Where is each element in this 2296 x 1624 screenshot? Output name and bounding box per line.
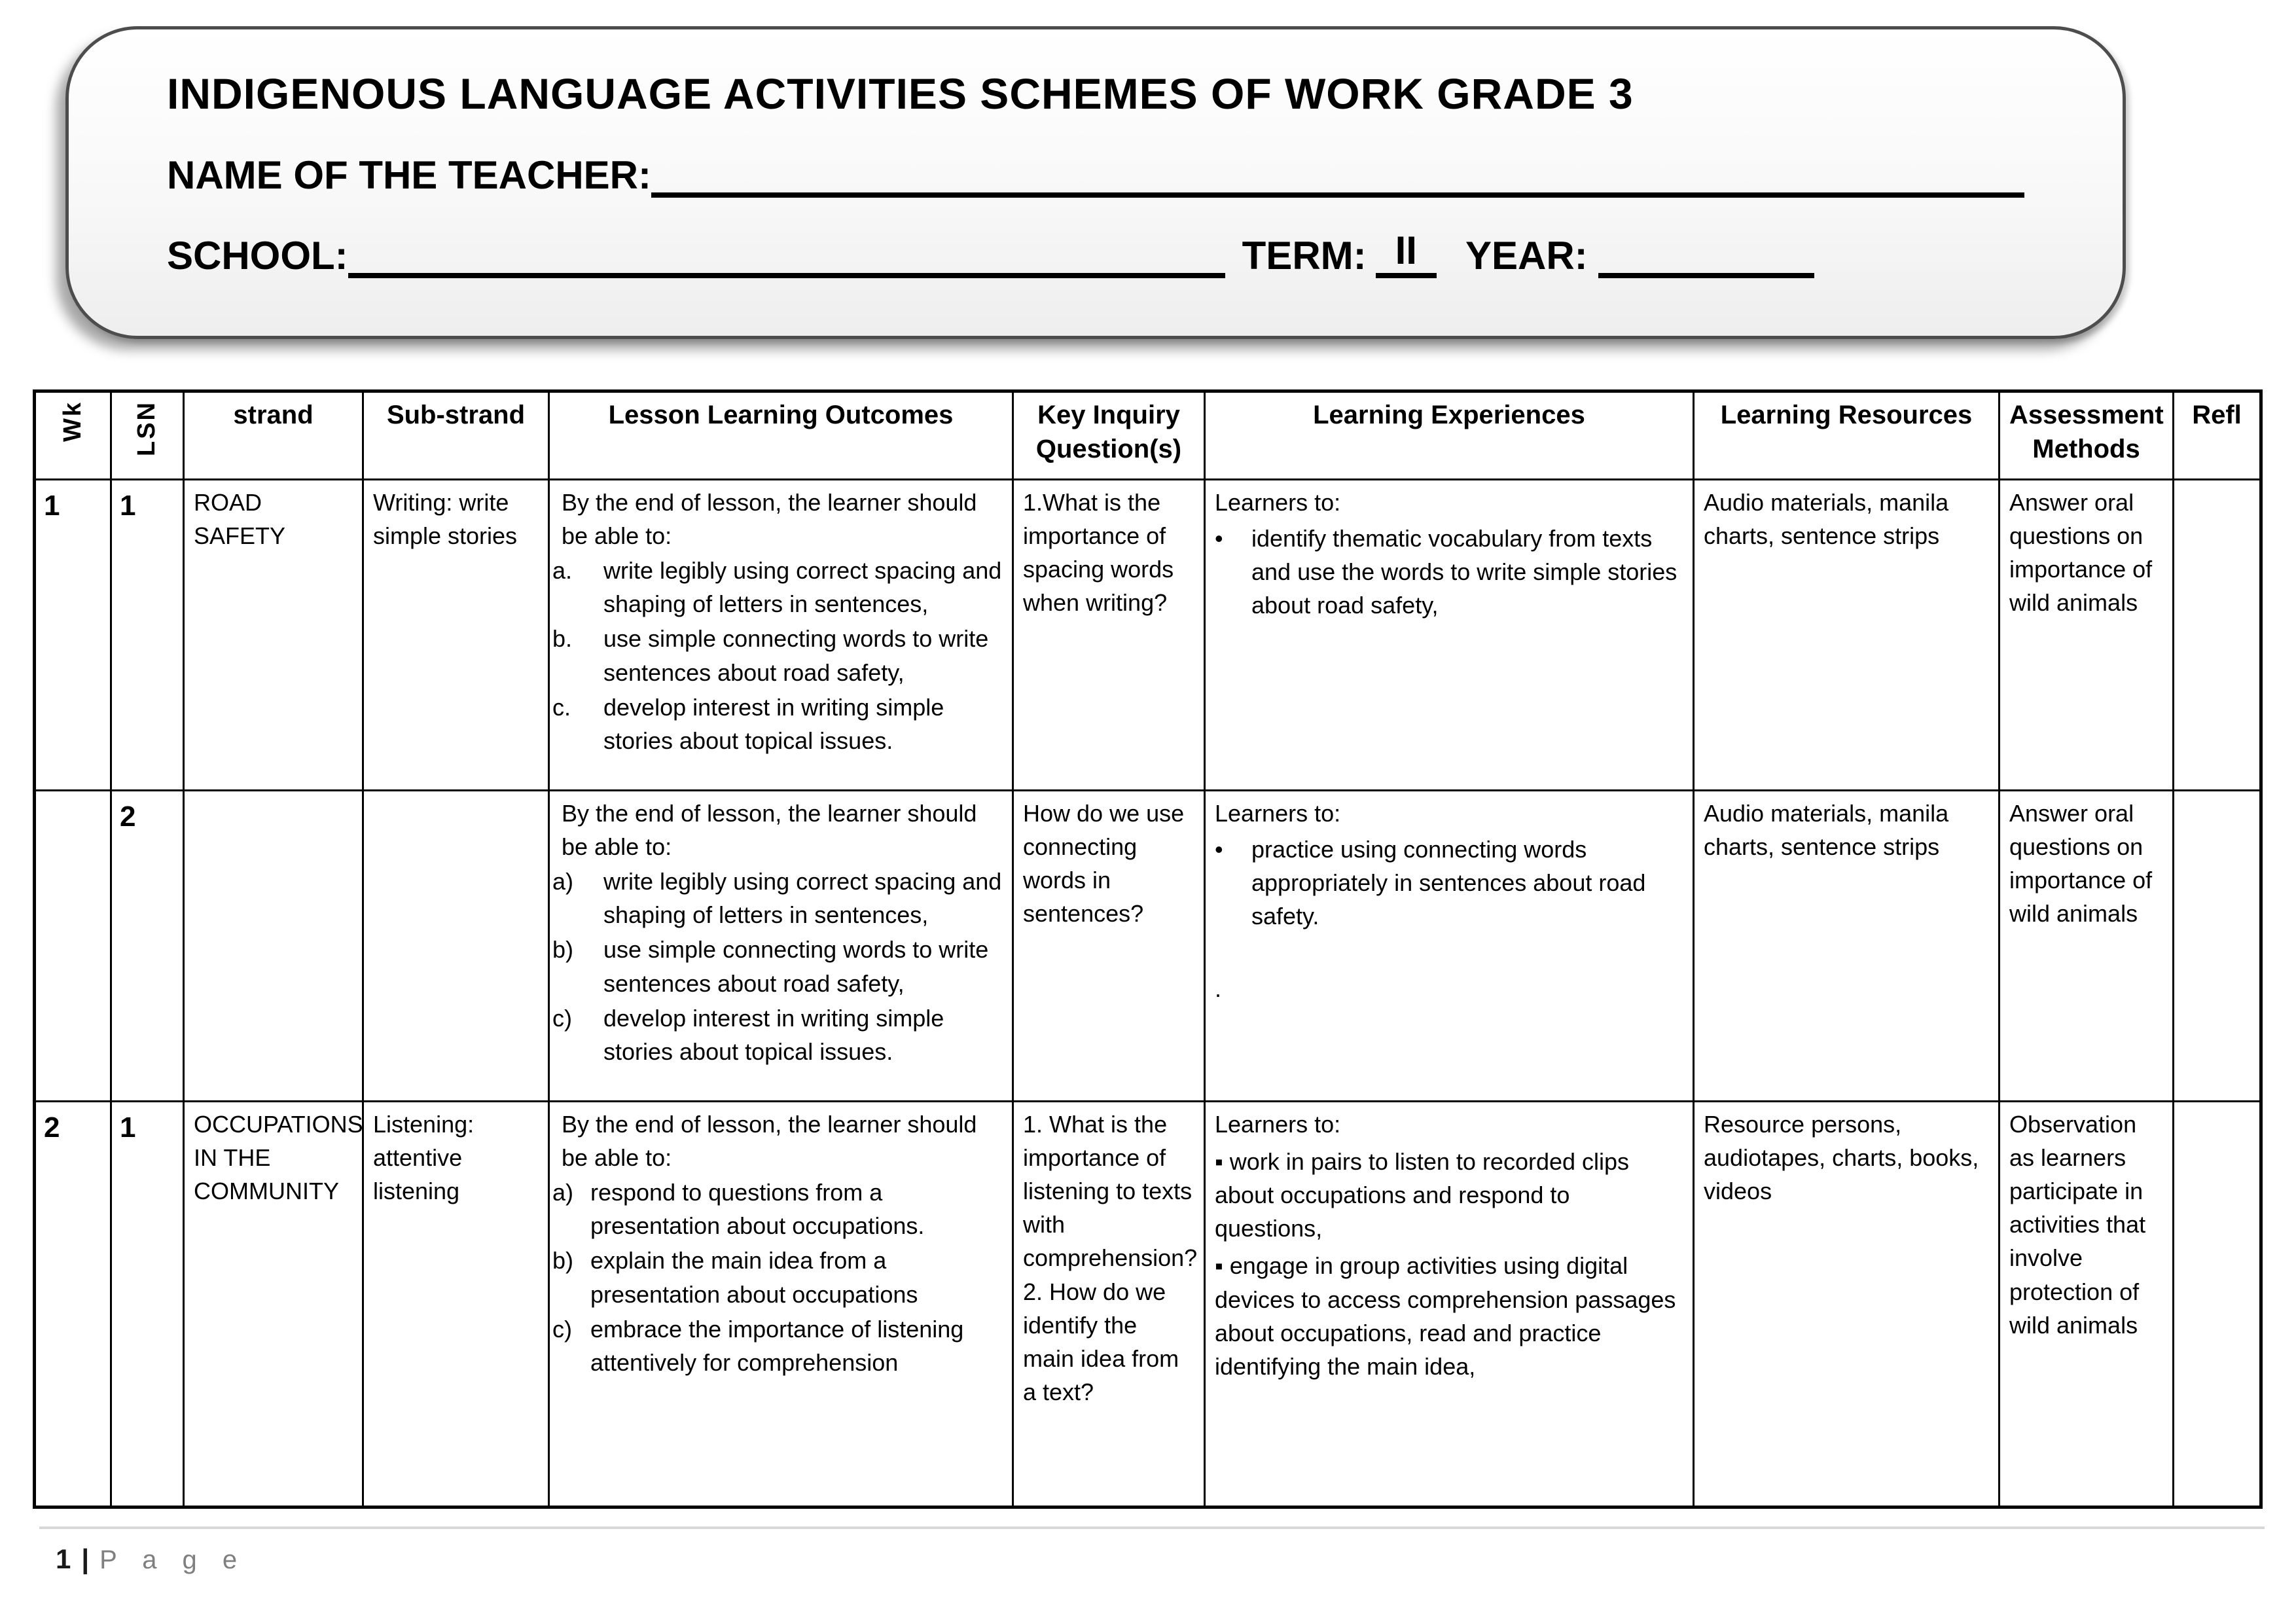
- cell-resources: Audio materials, manila charts, sentence strips: [1694, 480, 2000, 791]
- col-header-wk: Wk: [35, 391, 111, 480]
- col-header-experiences: Learning Experiences: [1205, 391, 1694, 480]
- key-inquiry-question-1: 1. What is the importance of listening to texts with comprehension?: [1023, 1111, 1198, 1272]
- page-label: P a g e: [99, 1545, 247, 1574]
- term-value: II: [1376, 228, 1437, 278]
- school-blank-line: [348, 236, 1225, 278]
- cell-substrand: Writing: write simple stories: [363, 480, 549, 791]
- outcome-item: a. write legibly using correct spacing and shaping of letters in sentences,: [552, 557, 1002, 618]
- outcome-item: b) explain the main idea from a presentation about occupations: [552, 1247, 918, 1308]
- col-header-kiq: Key Inquiry Question(s): [1013, 391, 1205, 480]
- cell-outcomes: [549, 1102, 1013, 1507]
- outcomes-intro: By the end of lesson, the learner should be able to:: [562, 489, 977, 550]
- outcome-item: c) embrace the importance of listening attentively for comprehension: [552, 1315, 964, 1376]
- schemes-of-work-table: [33, 389, 2263, 1509]
- cell-substrand: [363, 791, 549, 1102]
- cell-assessment: Answer oral questions on importance of wild animals: [2000, 480, 2174, 791]
- cell-outcomes: [549, 791, 1013, 1102]
- outcomes-intro: By the end of lesson, the learner should be able to:: [562, 1111, 977, 1172]
- teacher-label: NAME OF THE TEACHER:: [167, 153, 651, 197]
- cell-key-inquiry: 1.What is the importance of spacing words when writing?: [1013, 480, 1205, 791]
- page-number: 1: [56, 1543, 71, 1574]
- cell-outcomes: [549, 480, 1013, 791]
- cell-strand: [184, 791, 363, 1102]
- outcome-item: b) use simple connecting words to write sentences about road safety,: [552, 936, 989, 997]
- document-title: INDIGENOUS LANGUAGE ACTIVITIES SCHEMES OF WORK GRADE 3: [167, 69, 1634, 118]
- page-footer: [56, 1543, 246, 1575]
- cell-assessment: Observation as learners participate in activities that involve protection of wild animals: [2000, 1102, 2174, 1507]
- outcome-item: a) respond to questions from a presentation about occupations.: [552, 1179, 925, 1240]
- cell-wk: 2: [35, 1102, 111, 1507]
- col-header-refl: Refl: [2174, 391, 2261, 480]
- cell-experiences: [1205, 1102, 1694, 1507]
- cell-lsn: 2: [111, 791, 184, 1102]
- teacher-line: [167, 153, 2024, 198]
- cell-resources: Resource persons, audiotapes, charts, books, videos: [1694, 1102, 2000, 1507]
- cell-refl: [2174, 791, 2261, 1102]
- col-header-resources: Learning Resources: [1694, 391, 2000, 480]
- table-row: [35, 1102, 2261, 1507]
- cell-strand: OCCUPATIONS IN THE COMMUNITY: [184, 1102, 363, 1507]
- experience-item: • practice using connecting words appropriately in sentences about road safety.: [1215, 836, 1646, 930]
- cell-refl: [2174, 480, 2261, 791]
- outcome-item: c. develop interest in writing simple stories about topical issues.: [552, 693, 944, 754]
- footer-separator: |: [81, 1543, 90, 1574]
- cell-wk: [35, 791, 111, 1102]
- table-header-row: [35, 391, 2261, 480]
- year-label: YEAR:: [1465, 234, 1588, 278]
- outcome-item: a) write legibly using correct spacing and shaping of letters in sentences,: [552, 868, 1002, 929]
- year-blank-line: [1598, 236, 1814, 278]
- experience-item: ▪ engage in group activities using digital devices to access comprehension passages about occupations, read and practice identifying the main idea,: [1215, 1252, 1676, 1380]
- experience-item: • identify thematic vocabulary from texts and use the words to write simple stories about road safety,: [1215, 525, 1677, 619]
- col-header-outcomes: Lesson Learning Outcomes: [549, 391, 1013, 480]
- stray-period: .: [1215, 975, 1222, 1003]
- term-label: TERM:: [1242, 234, 1367, 278]
- cell-key-inquiry: [1013, 1102, 1205, 1507]
- experiences-intro: Learners to:: [1215, 489, 1341, 516]
- school-label: SCHOOL:: [167, 234, 348, 278]
- cell-resources: Audio materials, manila charts, sentence strips: [1694, 791, 2000, 1102]
- col-header-substrand: Sub-strand: [363, 391, 549, 480]
- footer-divider: [39, 1526, 2265, 1529]
- experiences-intro: Learners to:: [1215, 800, 1341, 827]
- outcome-item: c) develop interest in writing simple stories about topical issues.: [552, 1004, 944, 1065]
- teacher-blank-line: [651, 156, 2024, 198]
- cell-lsn: 1: [111, 480, 184, 791]
- col-header-strand: strand: [184, 391, 363, 480]
- cell-lsn: 1: [111, 1102, 184, 1507]
- col-header-assessment: Assessment Methods: [2000, 391, 2174, 480]
- experience-item: ▪ work in pairs to listen to recorded clips about occupations and respond to questions,: [1215, 1148, 1630, 1242]
- col-header-lsn: LSN: [111, 391, 184, 480]
- cell-refl: [2174, 1102, 2261, 1507]
- school-line: [167, 228, 2024, 278]
- cell-key-inquiry: How do we use connecting words in sentences?: [1013, 791, 1205, 1102]
- cell-assessment: Answer oral questions on importance of wild animals: [2000, 791, 2174, 1102]
- key-inquiry-question-2: 2. How do we identify the main idea from a text?: [1023, 1278, 1179, 1405]
- title-box: [65, 26, 2126, 339]
- cell-strand: ROAD SAFETY: [184, 480, 363, 791]
- table-row: [35, 791, 2261, 1102]
- cell-experiences: [1205, 791, 1694, 1102]
- cell-experiences: [1205, 480, 1694, 791]
- table-row: [35, 480, 2261, 791]
- cell-substrand: Listening: attentive listening: [363, 1102, 549, 1507]
- outcome-item: b. use simple connecting words to write sentences about road safety,: [552, 625, 989, 686]
- experiences-intro: Learners to:: [1215, 1111, 1341, 1138]
- outcomes-intro: By the end of lesson, the learner should be able to:: [562, 800, 977, 861]
- cell-wk: 1: [35, 480, 111, 791]
